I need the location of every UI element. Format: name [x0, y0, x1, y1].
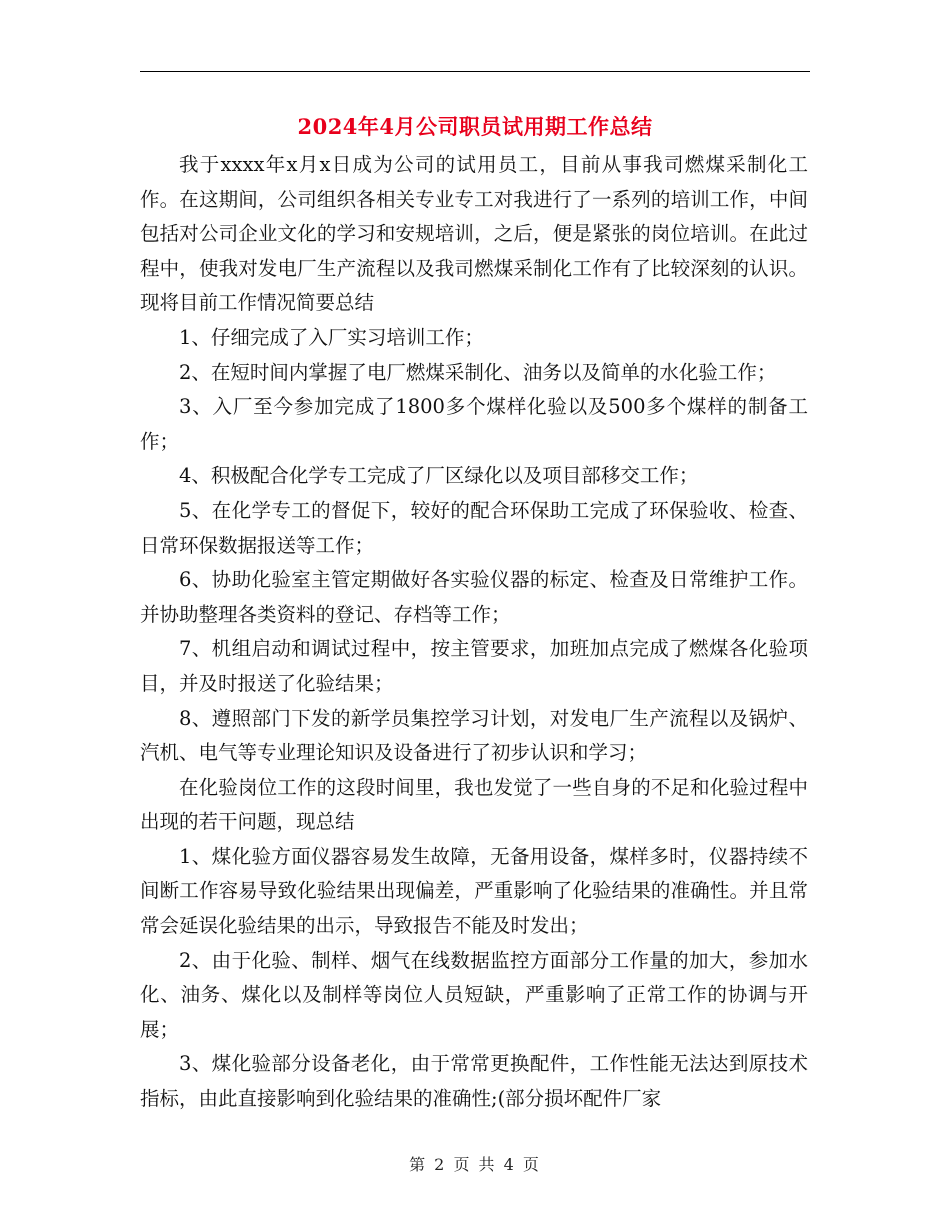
paragraph-problem-1: 1、煤化验方面仪器容易发生故障，无备用设备，煤样多时，仪器持续不间断工作容易导致化验结果出现偏差，严重影响了化验结果的准确性。并且常常会延误化验结果的出示，导致报告不能及时发出； — [140, 844, 808, 938]
page-number: 第 2 页 共 4 页 — [409, 1155, 541, 1174]
paragraph-item-2: 2、在短时间内掌握了电厂燃煤采制化、油务以及简单的水化验工作； — [179, 360, 777, 384]
paragraph-item-7: 7、机组启动和调试过程中，按主管要求，加班加点完成了燃煤各化验项目，并及时报送了化验结果； — [140, 637, 808, 695]
paragraph-problem-2: 2、由于化验、制样、烟气在线数据监控方面部分工作量的加大，参加水化、油务、煤化以及制样等岗位人员短缺，严重影响了正常工作的协调与开展； — [140, 948, 808, 1041]
paragraph-item-3: 3、入厂至今参加完成了1800多个煤样化验以及500多个煤样的制备工作； — [140, 395, 808, 453]
paragraph-intro: 我于xxxx年x月x日成为公司的试用员工，目前从事我司燃煤采制化工作。在这期间，公司组织各相关专业专工对我进行了一系列的培训工作，中间包括对公司企业文化的学习和安规培训，之后，便是紧张的岗位培训。在此过程中，使我对发电厂生产流程以及我司燃煤采制化工作有了比较深刻的认识。现将目前工作情况简要总结 — [140, 153, 808, 315]
paragraph-problem-3: 3、煤化验部分设备老化，由于常常更换配件，工作性能无法达到原技术指标，由此直接影响到化验结果的准确性;(部分损坏配件厂家 — [140, 1052, 808, 1111]
document-body — [140, 148, 808, 1117]
paragraph-item-4: 4、积极配合化学专工完成了厂区绿化以及项目部移交工作； — [179, 464, 699, 488]
paragraph-item-5: 5、在化学专工的督促下，较好的配合环保助工完成了环保验收、检查、日常环保数据报送等工作； — [140, 498, 808, 557]
paragraph-item-8: 8、遵照部门下发的新学员集控学习计划，对发电厂生产流程以及锅炉、汽机、电气等专业理论知识及设备进行了初步认识和学习； — [140, 706, 808, 765]
paragraph-item-6: 6、协助化验室主管定期做好各实验仪器的标定、检查及日常维护工作。并协助整理各类资料的登记、存档等工作； — [140, 568, 808, 626]
paragraph-problems-intro: 在化验岗位工作的这段时间里，我也发觉了一些自身的不足和化验过程中出现的若干问题，现总结 — [140, 775, 808, 834]
header-rule — [140, 71, 810, 72]
document-title: 2024年4月公司职员试用期工作总结 — [297, 114, 653, 139]
paragraph-item-1: 1、仔细完成了入厂实习培训工作； — [179, 325, 484, 349]
